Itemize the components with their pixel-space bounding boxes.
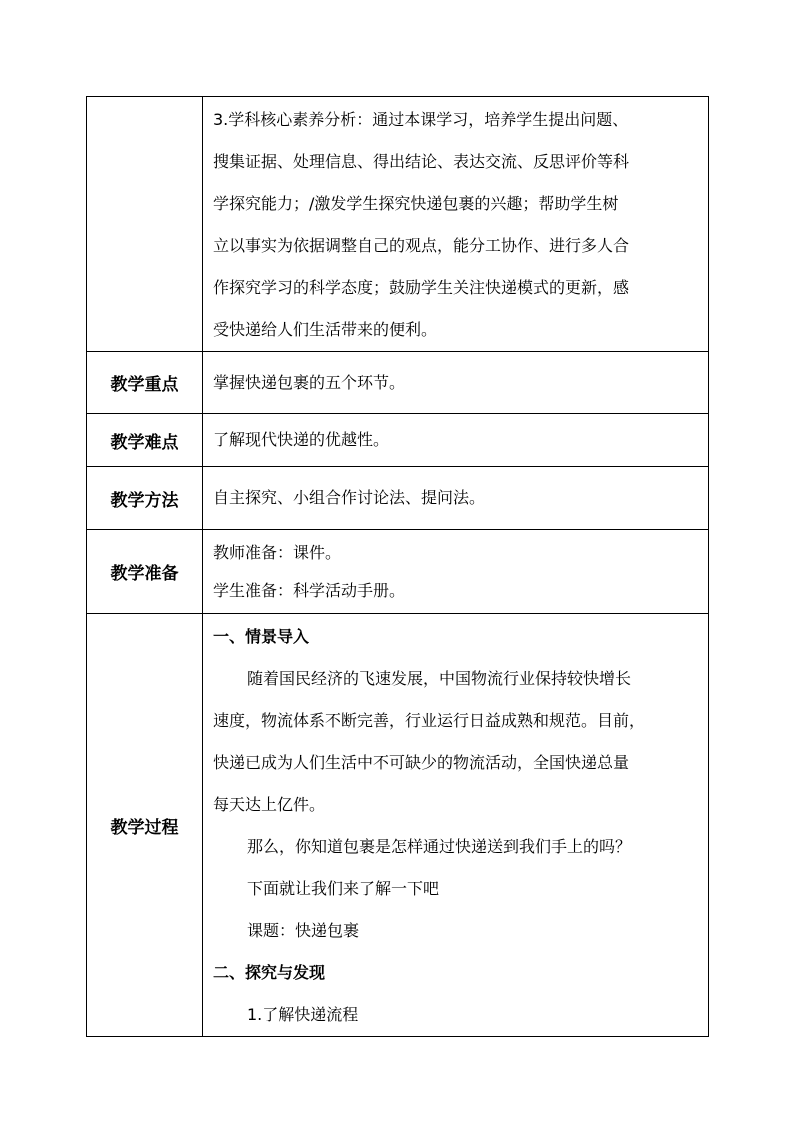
method-text — [203, 467, 709, 530]
lesson-plan-table — [86, 96, 709, 1037]
difficulty-line: 了解现代快递的优越性。 — [213, 430, 390, 449]
preparation-text — [203, 530, 709, 614]
key-point-label: 教学重点 — [87, 352, 203, 414]
difficulty-label: 教学难点 — [87, 414, 203, 467]
difficulty-text — [203, 414, 709, 467]
difficulty-row — [87, 414, 709, 467]
method-row — [87, 467, 709, 530]
paragraph-line: 随着国民经济的飞速发展，中国物流行业保持较快增长 — [247, 669, 632, 688]
section-heading: 二、探究与发现 — [213, 963, 326, 982]
core-literacy-line: 作探究学习的科学态度；鼓励学生关注快递模式的更新，感 — [213, 278, 630, 297]
core-literacy-content — [203, 97, 709, 352]
core-literacy-line: 搜集证据、处理信息、得出结论、表达交流、反思评价等科 — [213, 152, 630, 171]
key-point-row — [87, 352, 709, 414]
process-label: 教学过程 — [87, 614, 203, 1037]
teacher-preparation: 教师准备：课件。 — [213, 542, 342, 562]
key-point-text — [203, 352, 709, 414]
student-preparation: 学生准备：科学活动手册。 — [213, 580, 406, 600]
core-literacy-label-cell — [87, 97, 203, 352]
core-literacy-line: 立以事实为依据调整自己的观点，能分工协作、进行多人合 — [213, 236, 630, 255]
core-literacy-line: 3.学科核心素养分析：通过本课学习，培养学生提出问题、 — [213, 110, 629, 129]
method-line: 自主探究、小组合作讨论法、提问法。 — [213, 488, 486, 507]
topic-line: 课题：快递包裹 — [247, 921, 360, 940]
question-line: 那么，你知道包裹是怎样通过快递送到我们手上的吗？ — [247, 837, 632, 856]
method-label: 教学方法 — [87, 467, 203, 530]
section-heading: 一、情景导入 — [213, 627, 310, 646]
core-literacy-row — [87, 97, 709, 352]
process-content — [203, 614, 709, 1037]
process-row — [87, 614, 709, 1037]
paragraph-line: 每天达上亿件。 — [213, 795, 326, 814]
subsection-line: 1.了解快递流程 — [247, 1005, 359, 1024]
core-literacy-line: 学探究能力；/激发学生探究快递包裹的兴趣；帮助学生树 — [213, 194, 619, 213]
preparation-row — [87, 530, 709, 614]
core-literacy-line: 受快递给人们生活带来的便利。 — [213, 320, 438, 339]
preparation-label: 教学准备 — [87, 530, 203, 614]
paragraph-line: 速度，物流体系不断完善，行业运行日益成熟和规范。目前， — [213, 711, 646, 730]
lead-line: 下面就让我们来了解一下吧 — [247, 879, 440, 898]
key-point-line: 掌握快递包裹的五个环节。 — [213, 372, 406, 392]
paragraph-line: 快递已成为人们生活中不可缺少的物流活动，全国快递总量 — [213, 753, 630, 772]
